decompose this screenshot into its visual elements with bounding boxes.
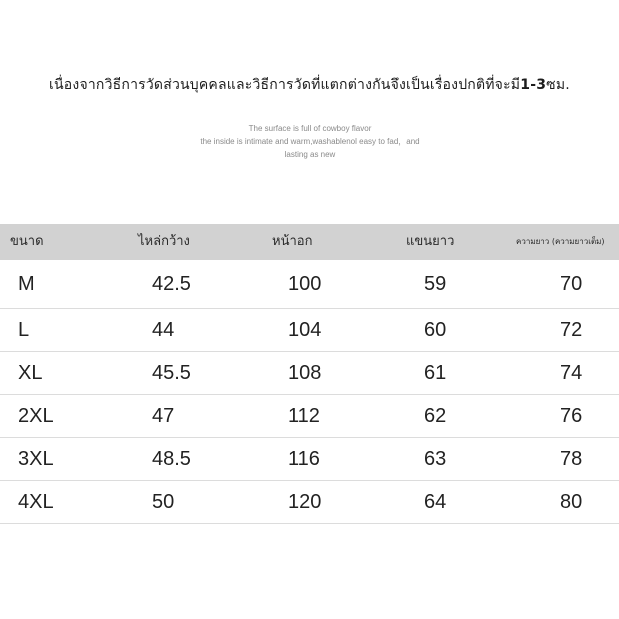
table-row xyxy=(0,395,619,438)
table-header xyxy=(0,224,619,260)
tagline-line: lasting as new xyxy=(284,150,336,159)
cell-chest: 120 xyxy=(288,490,322,513)
cell-length: 72 xyxy=(560,318,583,341)
header-length: ความยาว (ความยาวเต็ม) xyxy=(516,237,605,246)
table-row xyxy=(0,481,619,524)
cell-size: XL xyxy=(18,361,43,384)
cell-sleeve: 63 xyxy=(424,447,447,470)
measurement-unit: ซม. xyxy=(546,77,570,93)
cell-length: 76 xyxy=(560,404,583,427)
cell-size: 4XL xyxy=(18,490,54,513)
table-row xyxy=(0,309,619,352)
cell-shoulder: 50 xyxy=(152,490,175,513)
measurement-note xyxy=(0,74,619,96)
product-tagline xyxy=(150,122,470,161)
header-chest: หน้าอก xyxy=(272,234,313,249)
cell-length: 70 xyxy=(560,272,583,295)
cell-sleeve: 62 xyxy=(424,404,447,427)
cell-length: 74 xyxy=(560,361,583,384)
table-body xyxy=(0,260,619,524)
cell-size: L xyxy=(18,318,30,341)
size-chart-table xyxy=(0,224,619,524)
cell-size: 3XL xyxy=(18,447,54,470)
cell-shoulder: 44 xyxy=(152,318,175,341)
cell-chest: 116 xyxy=(288,447,320,470)
cell-chest: 112 xyxy=(288,404,320,427)
cell-size: 2XL xyxy=(18,404,54,427)
tagline-line: the inside is intimate and warm,washablenol easy to fad，and xyxy=(200,137,420,146)
cell-shoulder: 47 xyxy=(152,404,175,427)
table-row xyxy=(0,260,619,309)
header-size: ขนาด xyxy=(10,234,44,249)
cell-length: 78 xyxy=(560,447,583,470)
cell-chest: 104 xyxy=(288,318,322,341)
tagline-line: The surface is full of cowboy flavor xyxy=(248,124,372,133)
cell-length: 80 xyxy=(560,490,583,513)
cell-shoulder: 48.5 xyxy=(152,447,191,470)
cell-size: M xyxy=(18,272,35,295)
measurement-note-text: เนื่องจากวิธีการวัดส่วนบุคคลและวิธีการวัดที่แตกต่างกันจึงเป็นเรื่องปกติที่จะมี xyxy=(49,77,521,93)
cell-chest: 108 xyxy=(288,361,322,384)
measurement-range: 1-3 xyxy=(520,77,547,93)
table-row xyxy=(0,438,619,481)
cell-shoulder: 45.5 xyxy=(152,361,191,384)
cell-sleeve: 59 xyxy=(424,272,447,295)
cell-sleeve: 60 xyxy=(424,318,447,341)
cell-shoulder: 42.5 xyxy=(152,272,191,295)
cell-sleeve: 61 xyxy=(424,361,447,384)
header-shoulder: ไหล่กว้าง xyxy=(138,234,190,249)
header-sleeve: แขนยาว xyxy=(406,234,455,249)
cell-sleeve: 64 xyxy=(424,490,447,513)
cell-chest: 100 xyxy=(288,272,322,295)
table-row xyxy=(0,352,619,395)
